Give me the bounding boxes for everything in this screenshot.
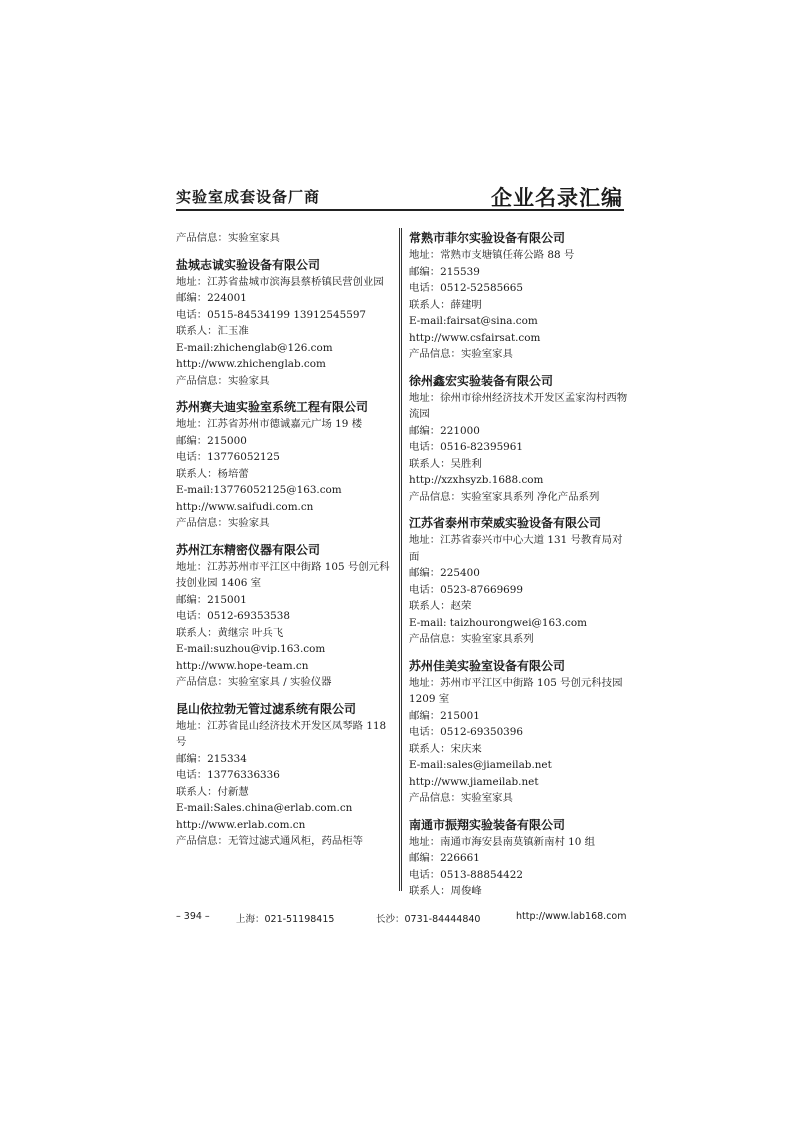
company-detail-line: 电话：0512-52585665	[409, 282, 524, 294]
company-detail-line: http://www.erlab.com.cn	[176, 818, 306, 831]
company-entry	[176, 542, 392, 691]
footer-page-number: – 394 –	[176, 911, 210, 922]
company-detail-line: 联系人：宋庆来	[409, 742, 482, 755]
company-detail-line: 地址：苏州市平江区中街路 105 号创元科技园 1209 室	[409, 676, 623, 705]
company-detail-line: 联系人：汇玉准	[176, 325, 249, 337]
company-entry	[176, 399, 392, 532]
company-name: 徐州鑫宏实验装备有限公司	[409, 373, 554, 388]
company-detail-line: 电话：0512-69353538	[176, 610, 291, 622]
company-detail-line: 邮编：221000	[409, 424, 480, 437]
company-detail-line: 电话：13776336336	[176, 769, 280, 781]
company-detail-line: E-mail: taizhourongwei@163.com	[409, 616, 587, 629]
company-entry	[176, 701, 392, 850]
company-detail-line: 电话：13776052125	[176, 451, 280, 463]
footer-changsha-phone: 长沙：0731-84444840	[376, 914, 481, 925]
company-detail-line: 联系人：薛建明	[409, 298, 482, 311]
company-detail-line: http://www.csfairsat.com	[409, 331, 541, 344]
company-entry	[409, 515, 629, 648]
company-name: 常熟市菲尔实验设备有限公司	[409, 231, 566, 245]
company-entry	[409, 817, 629, 900]
company-detail-line: 地址：江苏苏州市平江区中街路 105 号创元科技创业园 1406 室	[176, 560, 390, 589]
company-name: 苏州江东精密仪器有限公司	[176, 542, 321, 557]
column-divider	[399, 228, 402, 891]
company-detail-line: 产品信息：实验家具	[176, 374, 270, 387]
company-detail-line: 邮编：225400	[409, 567, 480, 579]
company-entry	[409, 658, 629, 807]
company-detail-line: 邮编：224001	[176, 292, 247, 304]
company-detail-line: E-mail:fairsat@sina.com	[409, 315, 538, 327]
company-detail-line: 产品信息：实验家具	[176, 517, 270, 529]
company-detail-line: 电话：0516-82395961	[409, 441, 524, 453]
left-column	[176, 230, 392, 850]
company-detail-line: 产品信息：实验室家具 / 实验仪器	[176, 676, 332, 688]
company-detail-line: 地址：江苏省昆山经济技术开发区凤琴路 118 号	[176, 719, 387, 748]
company-detail-line: 联系人：黄继宗 叶兵飞	[176, 626, 284, 639]
header-rule	[176, 209, 624, 211]
company-detail-line: http://www.zhichenglab.com	[176, 358, 326, 370]
company-detail-line: 联系人：杨培蕾	[176, 467, 249, 480]
header-left-title: 实验室成套设备厂商	[176, 188, 321, 206]
company-detail-line: http://www.hope-team.cn	[176, 659, 309, 672]
company-detail-line: 地址：常熟市支塘镇任蒋公路 88 号	[409, 249, 575, 261]
company-detail-line: E-mail:sales@jiameilab.net	[409, 759, 552, 771]
right-entries	[409, 230, 629, 900]
company-detail-line: http://www.jiameilab.net	[409, 775, 539, 788]
footer-website: http://www.lab168.com	[516, 911, 627, 922]
left-entries	[176, 257, 392, 850]
company-detail-line: 地址：南通市海安县南莫镇新南村 10 组	[409, 835, 596, 848]
company-name: 苏州佳美实验室设备有限公司	[409, 658, 566, 673]
company-detail-line: 邮编：215001	[176, 593, 247, 606]
footer-shanghai-phone: 上海：021-51198415	[236, 914, 335, 925]
company-detail-line: 产品信息：无管过滤式通风柜，药品柜等	[176, 835, 364, 847]
company-detail-line: 联系人：付新慧	[176, 785, 249, 798]
right-column	[409, 230, 629, 900]
company-name: 苏州赛夫迪实验室系统工程有限公司	[176, 400, 369, 414]
company-detail-line: 产品信息：实验室家具系列	[409, 633, 534, 645]
company-detail-line: 电话：0512-69350396	[409, 726, 524, 738]
company-detail-line: 产品信息：实验室家具	[409, 792, 513, 804]
company-detail-line: E-mail:Sales.china@erlab.com.cn	[176, 802, 353, 814]
company-detail-line: 邮编：215334	[176, 752, 247, 765]
company-detail-line: http://xzxhsyzb.1688.com	[409, 474, 544, 486]
company-detail-line: 地址：江苏省泰兴市中心大道 131 号教育局对面	[409, 534, 623, 563]
company-detail-line: 邮编：215000	[176, 434, 247, 447]
company-detail-line: 电话：0515-84534199 13912545597	[176, 308, 367, 321]
company-detail-line: 联系人：周俊峰	[409, 885, 482, 897]
company-entry	[176, 257, 392, 390]
company-detail-line: http://www.saifudi.com.cn	[176, 500, 314, 513]
company-name: 盐城志诚实验设备有限公司	[176, 257, 321, 272]
company-detail-line: 邮编：215001	[409, 709, 480, 722]
company-detail-line: 地址：江苏省苏州市德诚嘉元广场 19 楼	[176, 418, 363, 430]
company-detail-line: 产品信息：实验室家具	[409, 348, 513, 360]
company-name: 昆山依拉勃无管过滤系统有限公司	[176, 701, 357, 716]
company-detail-line: 电话：0513-88854422	[409, 868, 524, 881]
company-detail-line: 邮编：226661	[409, 852, 480, 864]
company-detail-line: 联系人：吴胜利	[409, 457, 482, 470]
company-detail-line: E-mail:13776052125@163.com	[176, 484, 342, 496]
company-detail-line: 产品信息：实验室家具系列 净化产品系列	[409, 490, 600, 503]
company-detail-line: 联系人：赵荣	[409, 600, 472, 612]
company-entry	[409, 373, 629, 506]
company-detail-line: E-mail:zhichenglab@126.com	[176, 341, 333, 354]
company-entry	[409, 230, 629, 363]
company-detail-line: 电话：0523-87669699	[409, 583, 524, 596]
company-detail-line: 邮编：215539	[409, 265, 480, 278]
company-detail-line: 地址：江苏省盐城市滨海县蔡桥镇民营创业园	[176, 275, 384, 288]
company-detail-line: 地址：徐州市徐州经济技术开发区孟家沟村西物流园	[409, 391, 628, 420]
company-name: 江苏省泰州市荣威实验设备有限公司	[409, 516, 602, 530]
header-right-title: 企业名录汇编	[491, 186, 623, 210]
intro-line: 产品信息：实验室家具	[176, 232, 280, 244]
company-name: 南通市振翔实验装备有限公司	[409, 817, 566, 832]
company-detail-line: E-mail:suzhou@vip.163.com	[176, 643, 326, 655]
